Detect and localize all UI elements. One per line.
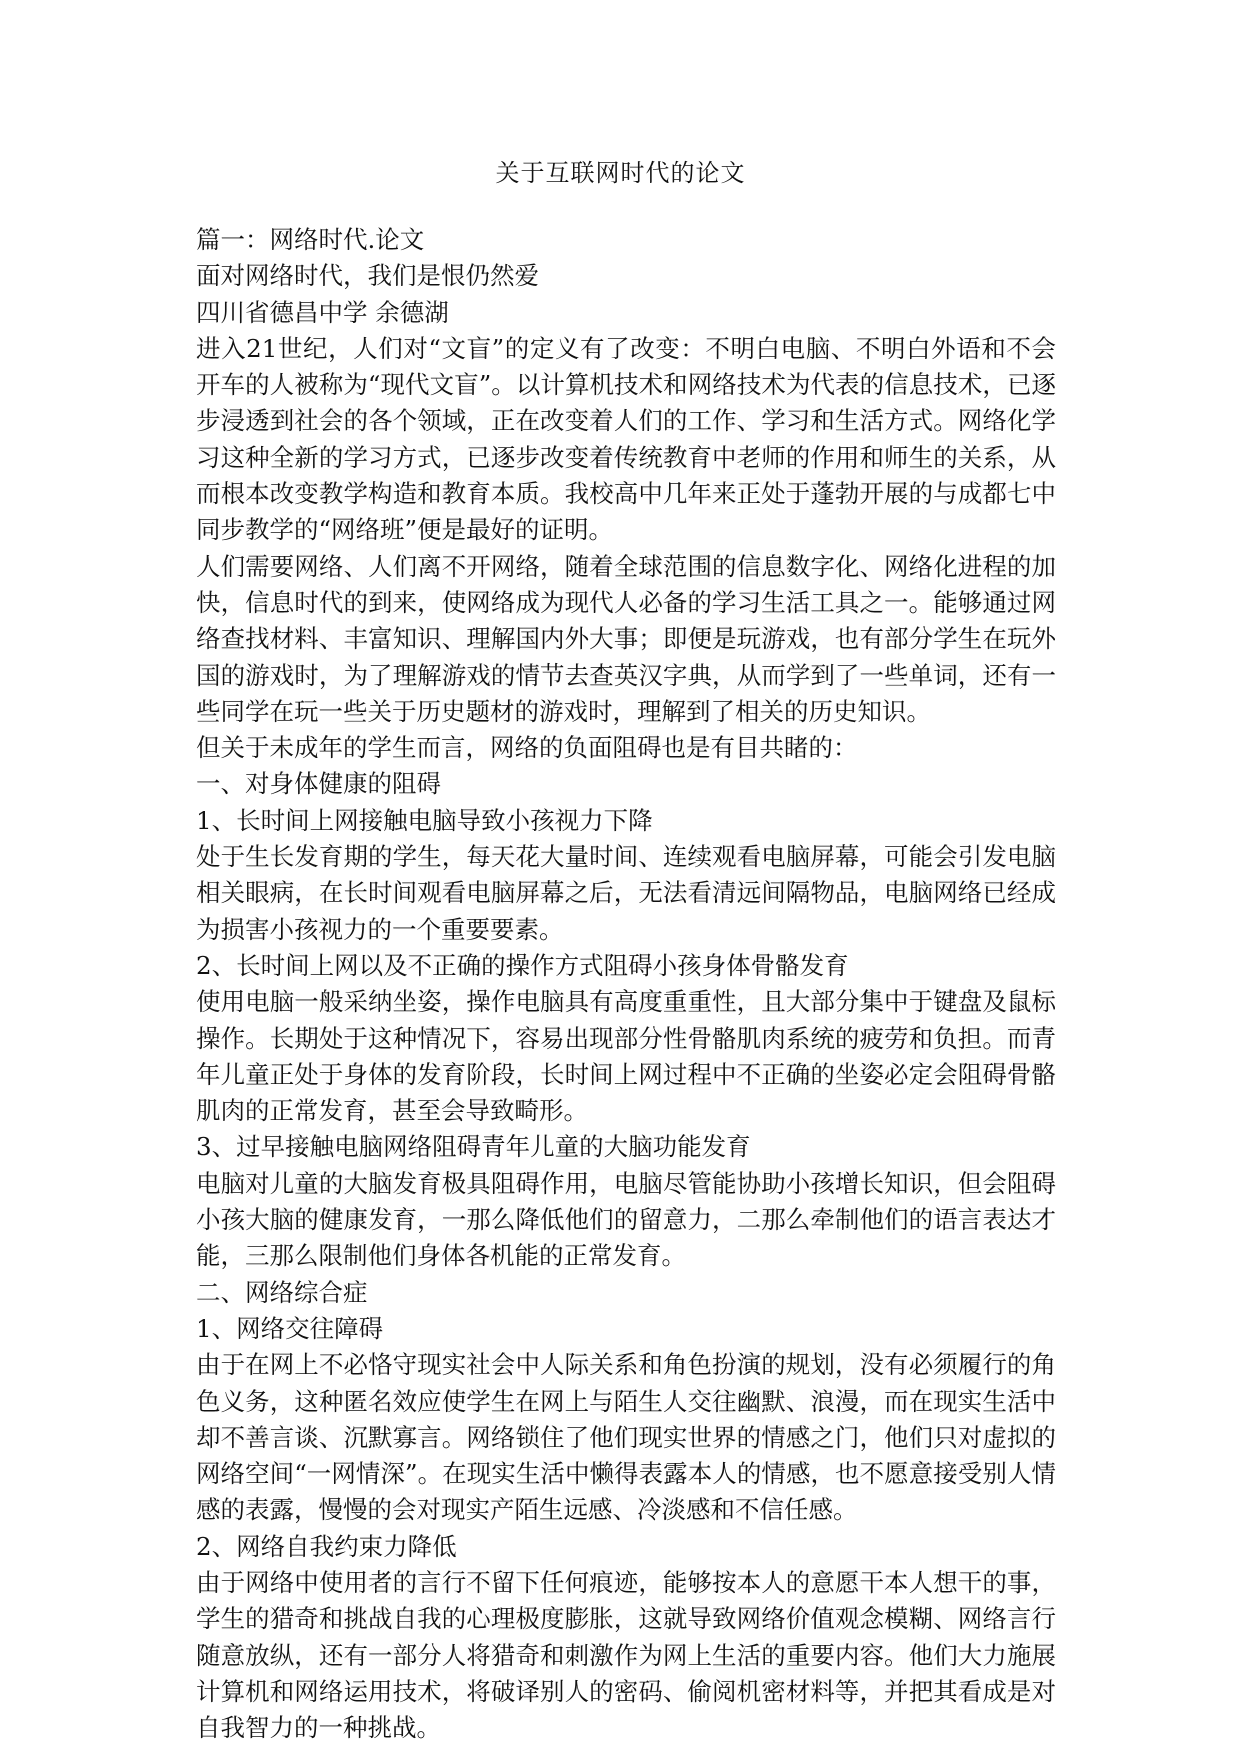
paragraph: 处于生长发育期的学生，每天花大量时间、连续观看电脑屏幕，可能会引发电脑相关眼病，在长时间观看电脑屏幕之后，无法看清远间隔物品，电脑网络已经成为损害小孩视力的一个重要要素。	[196, 842, 1056, 944]
paragraph: 由于在网上不必恪守现实社会中人际关系和角色扮演的规划，没有必须履行的角色义务，这种匿名效应使学生在网上与陌生人交往幽默、浪漫，而在现实生活中却不善言谈、沉默寡言。网络锁住了他们现实世界的情感之门，他们只对虚拟的网络空间“一网情深”。在现实生活中懒得表露本人的情感，也不愿意接受别人情感的表露，慢慢的会对现实产陌生远感、冷淡感和不信任感。	[196, 1350, 1056, 1525]
subheading: 2、网络自我约束力降低	[196, 1531, 457, 1561]
subheading: 2、长时间上网以及不正确的操作方式阻碍小孩身体骨骼发育	[196, 950, 849, 980]
heading: 一、对身体健康的阻碍	[196, 769, 441, 799]
paragraph: 人们需要网络、人们离不开网络，随着全球范围的信息数字化、网络化进程的加快，信息时代的到来，使网络成为现代人必备的学习生活工具之一。能够通过网络查找材料、丰富知识、理解国内外大事；即便是玩游戏，也有部分学生在玩外国的游戏时，为了理解游戏的情节去查英汉字典，从而学到了一些单词，还有一些同学在玩一些关于历史题材的游戏时，理解到了相关的历史知识。	[196, 551, 1056, 726]
subheading: 1、网络交往障碍	[196, 1313, 384, 1343]
document-body	[196, 222, 1056, 1746]
document-title: 关于互联网时代的论文	[495, 159, 746, 187]
paragraph: 电脑对儿童的大脑发育极具阻碍作用，电脑尽管能协助小孩增长知识，但会阻碍小孩大脑的健康发育，一那么降低他们的留意力，二那么牵制他们的语言表达才能，三那么限制他们身体各机能的正常发育。	[196, 1168, 1056, 1271]
author-line: 四川省德昌中学 余德湖	[196, 297, 449, 327]
section-heading: 篇一：网络时代.论文	[196, 225, 425, 254]
paragraph: 由于网络中使用者的言行不留下任何痕迹，能够按本人的意愿干本人想干的事，学生的猎奇和挑战自我的心理极度膨胀，这就导致网络价值观念模糊、网络言行随意放纵，还有一部分人将猎奇和刺激作为网上生活的重要内容。他们大力施展计算机和网络运用技术，将破译别人的密码、偷阅机密材料等，并把其看成是对自我智力的一种挑战。	[196, 1567, 1056, 1743]
paragraph: 使用电脑一般采纳坐姿，操作电脑具有高度重重性，且大部分集中于键盘及鼠标操作。长期处于这种情况下，容易出现部分性骨骼肌肉系统的疲劳和负担。而青年儿童正处于身体的发育阶段，长时间上网过程中不正确的坐姿必定会阻碍骨骼肌肉的正常发育，甚至会导致畸形。	[196, 987, 1056, 1126]
subheading: 1、长时间上网接触电脑导致小孩视力下降	[196, 805, 653, 835]
heading: 二、网络综合症	[196, 1277, 368, 1307]
paragraph-line: 但关于未成年的学生而言，网络的负面阻碍也是有目共睹的：	[196, 733, 858, 763]
article-title: 面对网络时代，我们是恨仍然爱	[196, 261, 539, 291]
subheading: 3、过早接触电脑网络阻碍青年儿童的大脑功能发育	[196, 1132, 751, 1162]
paragraph: 进入21世纪，人们对“文盲”的定义有了改变：不明白电脑、不明白外语和不会开车的人被称为“现代文盲”。以计算机技术和网络技术为代表的信息技术，已逐步浸透到社会的各个领域，正在改变着人们的工作、学习和生活方式。网络化学习这种全新的学习方式，已逐步改变着传统教育中老师的作用和师生的关系，从而根本改变教学构造和教育本质。我校高中几年来正处于蓬勃开展的与成都七中同步教学的“网络班”便是最好的证明。	[196, 333, 1056, 545]
